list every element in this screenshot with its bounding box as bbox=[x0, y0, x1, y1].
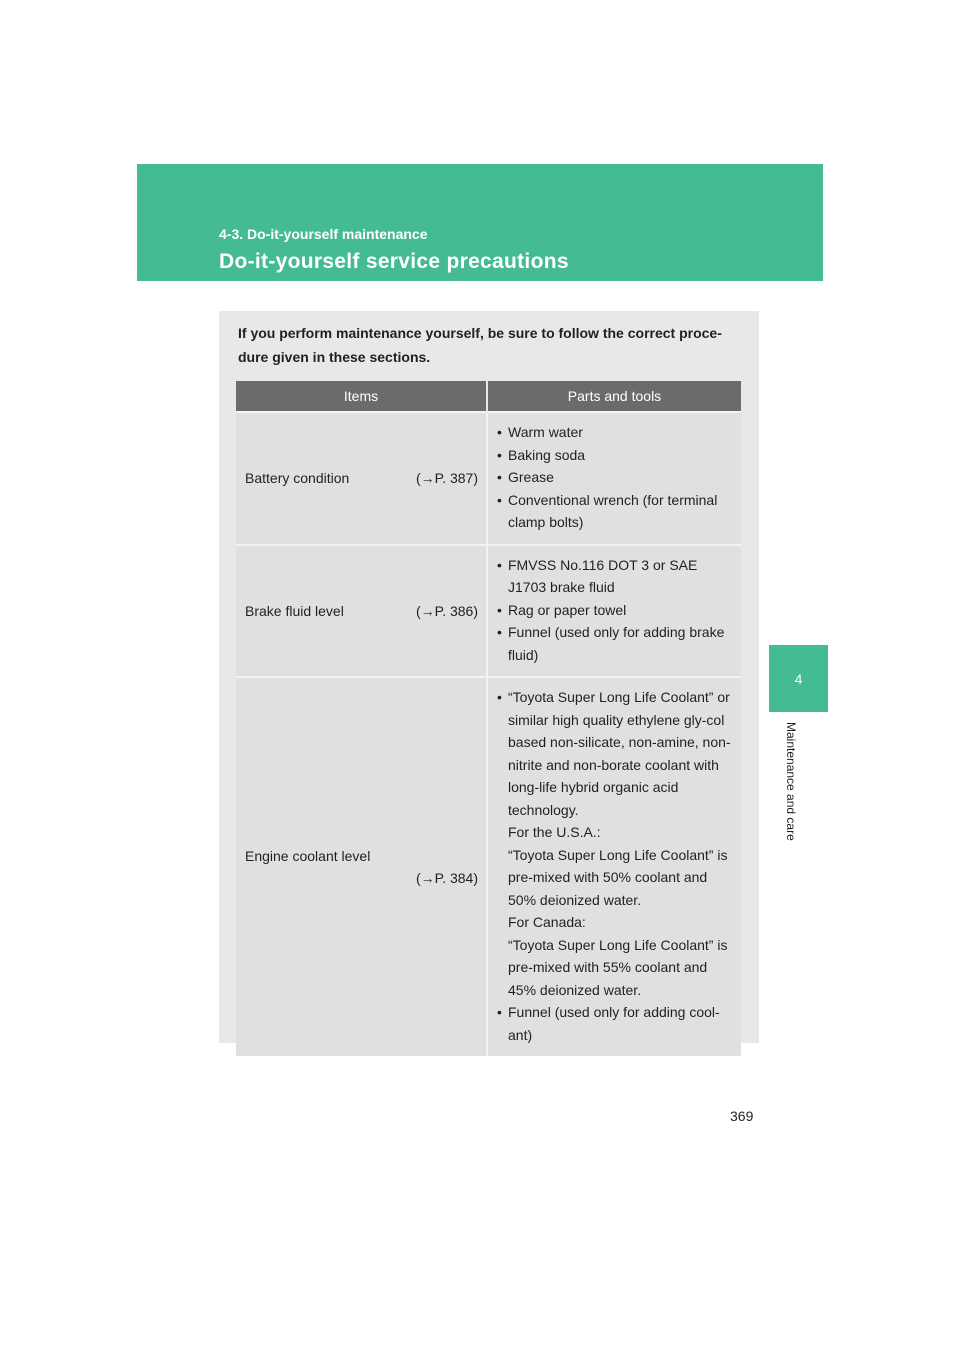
page-reference[interactable]: (→P. 387) bbox=[416, 470, 478, 487]
list-item: “Toyota Super Long Life Coolant” is pre-mixed with 50% coolant and 50% deionized water. bbox=[508, 846, 728, 908]
item-name: Battery condition bbox=[245, 470, 350, 487]
list-item: • Baking soda bbox=[497, 444, 737, 467]
list-item: • Conventional wrench (for terminal clamp bolts) bbox=[497, 489, 737, 534]
header-parts-tools: Parts and tools bbox=[487, 381, 741, 412]
item-name: Brake fluid level bbox=[245, 602, 344, 619]
maintenance-table bbox=[236, 381, 741, 1056]
chapter-tab[interactable] bbox=[769, 645, 828, 712]
parts-list bbox=[488, 546, 741, 677]
list-item: For the U.S.A.: bbox=[508, 824, 601, 840]
table-row bbox=[236, 412, 741, 545]
item-cell bbox=[236, 412, 487, 545]
parts-cell bbox=[487, 545, 741, 678]
list-item: “Toyota Super Long Life Coolant” is pre-mixed with 55% coolant and 45% deionized water. bbox=[508, 936, 728, 998]
list-item: • Rag or paper towel bbox=[497, 599, 737, 622]
list-item: • Funnel (used only for adding brake fluid) bbox=[497, 621, 737, 666]
page-reference[interactable]: (→P. 384) bbox=[416, 870, 478, 886]
chapter-title: Maintenance and care bbox=[784, 722, 798, 841]
parts-cell bbox=[487, 677, 741, 1056]
page-number: 369 bbox=[730, 1108, 754, 1124]
list-item: • Warm water bbox=[497, 421, 737, 444]
content-box bbox=[219, 311, 759, 1043]
parts-list bbox=[488, 413, 741, 544]
page-title: Do-it-yourself service precautions bbox=[219, 250, 569, 273]
item-name: Engine coolant level bbox=[245, 848, 371, 864]
parts-cell bbox=[487, 412, 741, 545]
chapter-number: 4 bbox=[794, 670, 803, 687]
list-item: • Grease bbox=[497, 466, 737, 489]
list-item: • “Toyota Super Long Life Coolant” or similar high quality ethylene gly-col based non-silicate, non-amine, non-nitrite and non-borate coolant with long-life hybrid organic acid technology. bbox=[497, 686, 737, 821]
header-band bbox=[137, 164, 823, 281]
table-header-row bbox=[236, 381, 741, 412]
item-cell bbox=[236, 677, 487, 1056]
list-item: • Funnel (used only for adding cool-ant) bbox=[497, 1001, 737, 1046]
list-item: • FMVSS No.116 DOT 3 or SAE J1703 brake fluid bbox=[497, 554, 737, 599]
header-items: Items bbox=[236, 381, 487, 412]
list-item: For Canada: bbox=[508, 914, 586, 930]
intro-text: If you perform maintenance yourself, be sure to follow the correct proce-dure given in these sections. bbox=[238, 325, 722, 365]
table-row bbox=[236, 545, 741, 678]
table-row bbox=[236, 677, 741, 1056]
parts-list bbox=[488, 678, 741, 1056]
page-reference[interactable]: (→P. 386) bbox=[416, 602, 478, 619]
item-cell bbox=[236, 545, 487, 678]
section-label: 4-3. Do-it-yourself maintenance bbox=[219, 226, 428, 242]
